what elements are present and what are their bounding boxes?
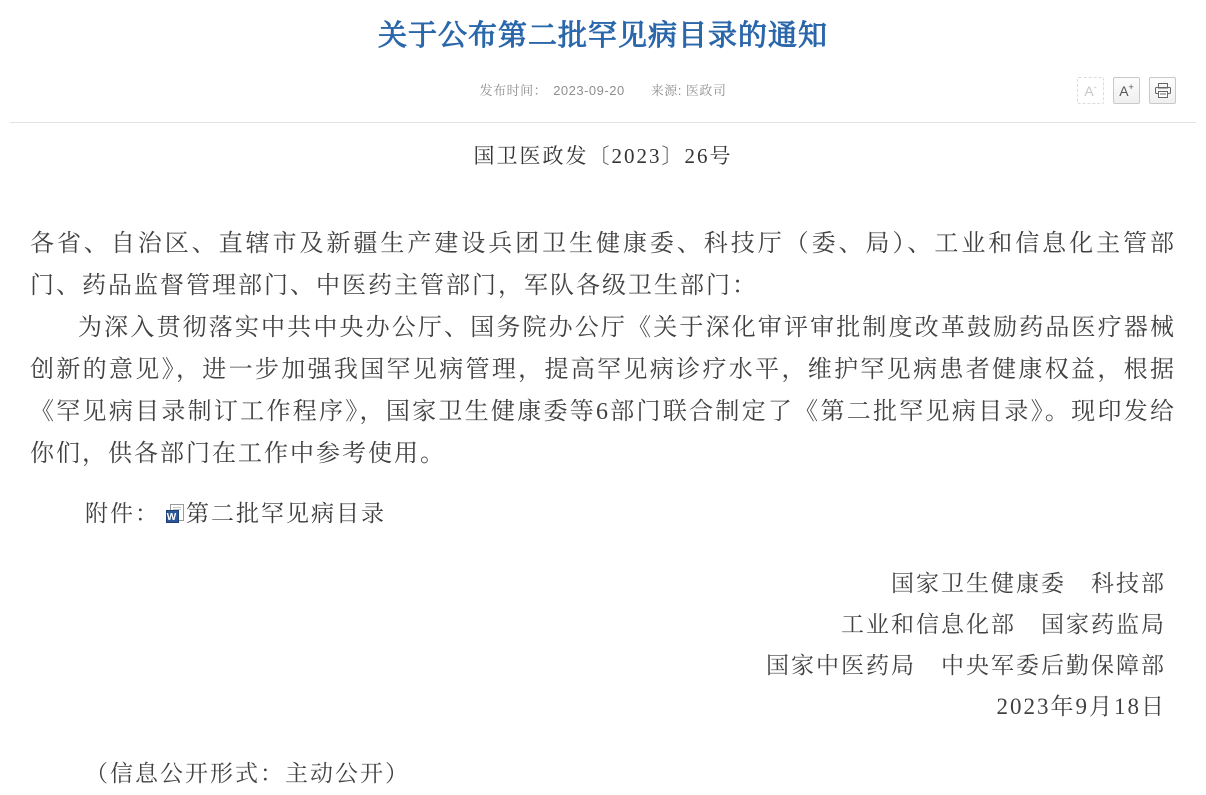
signature-line-3: 国家中医药局 中央军委后勤保障部 bbox=[766, 653, 1166, 678]
signature-block bbox=[30, 563, 1176, 727]
paragraph-recipients: 各省、自治区、直辖市及新疆生产建设兵团卫生健康委、科技厅（委、局）、工业和信息化主管部门、药品监督管理部门、中医药主管部门，军队各级卫生部门： bbox=[30, 231, 1176, 299]
notice-header bbox=[0, 0, 1206, 123]
plus-sign: + bbox=[1128, 82, 1134, 92]
attachment-label: 附件： bbox=[85, 501, 160, 526]
font-increase-button[interactable] bbox=[1113, 77, 1140, 104]
signature-line-1: 国家卫生健康委 科技部 bbox=[891, 571, 1166, 596]
font-increase-label: A bbox=[1119, 82, 1129, 99]
page-title: 关于公布第二批罕见病目录的通知 bbox=[377, 20, 828, 52]
minus-sign: - bbox=[1093, 82, 1097, 92]
word-doc-icon bbox=[166, 504, 184, 524]
header-divider bbox=[10, 122, 1196, 123]
notice-body bbox=[0, 135, 1206, 795]
font-decrease-label: A bbox=[1084, 82, 1094, 99]
signature-date: 2023年9月18日 bbox=[996, 694, 1166, 719]
disclosure-note: （信息公开形式：主动公开） bbox=[85, 761, 410, 786]
source-value: 医政司 bbox=[685, 83, 727, 98]
publish-meta bbox=[0, 80, 1206, 99]
printer-icon bbox=[1155, 83, 1171, 98]
publish-time-label: 发布时间： bbox=[479, 83, 548, 98]
attachment-link[interactable]: 第二批罕见病目录 bbox=[186, 501, 386, 526]
font-decrease-button[interactable] bbox=[1077, 77, 1104, 104]
signature-line-2: 工业和信息化部 国家药监局 bbox=[841, 612, 1166, 637]
toolbar bbox=[1077, 77, 1176, 104]
attachment-row bbox=[30, 493, 1176, 535]
paragraph-main: 为深入贯彻落实中共中央办公厅、国务院办公厅《关于深化审评审批制度改革鼓励药品医疗器械创新的意见》，进一步加强我国罕见病管理，提高罕见病诊疗水平，维护罕见病患者健康权益，根据《罕见病目录制订工作程序》，国家卫生健康委等6部门联合制定了《第二批罕见病目录》。现印发给你们，供各部门在工作中参考使用。 bbox=[30, 315, 1176, 467]
print-button[interactable] bbox=[1149, 77, 1176, 104]
svg-text:W: W bbox=[166, 512, 179, 523]
source-label: 来源: bbox=[650, 83, 682, 98]
publish-time-value: 2023-09-20 bbox=[553, 83, 625, 98]
document-number: 国卫医政发〔2023〕26号 bbox=[473, 144, 733, 168]
